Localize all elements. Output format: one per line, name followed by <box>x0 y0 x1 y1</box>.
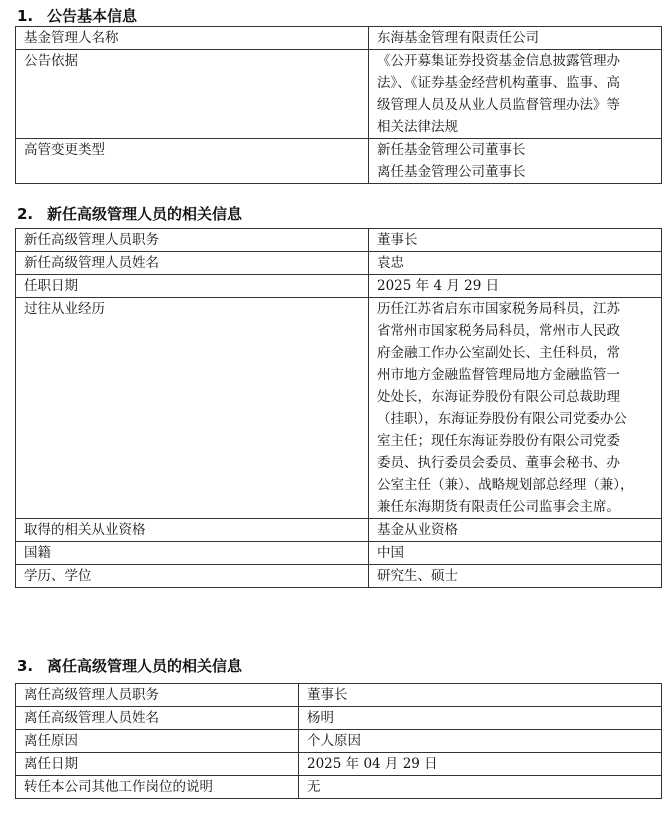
row-value <box>299 730 662 753</box>
value-line: 无 <box>307 779 321 795</box>
row-label: 基金管理人名称 <box>16 27 369 50</box>
row-value <box>369 229 662 252</box>
table-row <box>16 298 662 519</box>
row-value <box>299 776 662 799</box>
row-label: 过往从业经历 <box>16 298 369 519</box>
section-number: 2. <box>17 205 34 223</box>
row-label: 转任本公司其他工作岗位的说明 <box>16 776 299 799</box>
table-row <box>16 27 662 50</box>
value-line: （挂职），东海证券股份有限公司党委办公 <box>377 411 627 427</box>
section-number: 1. <box>17 7 34 25</box>
section-heading: 离任高级管理人员的相关信息 <box>47 657 243 675</box>
value-line: 东海基金管理有限责任公司 <box>377 30 539 46</box>
row-value <box>369 139 662 184</box>
value-line: 2025 年 04 月 29 日 <box>307 756 438 772</box>
value-line: 《公开募集证券投资基金信息披露管理办 <box>377 53 620 69</box>
value-line: 个人原因 <box>307 733 361 749</box>
value-line: 府金融工作办公室副处长、主任科员，常 <box>377 345 620 361</box>
row-label: 国籍 <box>16 542 369 565</box>
row-value <box>369 542 662 565</box>
table-row <box>16 776 662 799</box>
row-value <box>299 684 662 707</box>
value-line: 州市地方金融监督管理局地方金融监管一 <box>377 367 620 383</box>
table-row <box>16 753 662 776</box>
table-row <box>16 50 662 139</box>
section-3-title <box>17 655 242 676</box>
value-line: 杨明 <box>307 710 334 726</box>
row-label: 公告依据 <box>16 50 369 139</box>
row-label: 离任高级管理人员姓名 <box>16 707 299 730</box>
row-value <box>299 753 662 776</box>
table-row <box>16 229 662 252</box>
value-line: 董事长 <box>307 687 348 703</box>
value-line: 兼任东海期货有限责任公司监事会主席。 <box>377 499 620 515</box>
value-line: 离任基金管理公司董事长 <box>377 164 526 180</box>
row-label: 离任高级管理人员职务 <box>16 684 299 707</box>
value-line: 室主任；现任东海证券股份有限公司党委 <box>377 433 620 449</box>
section-1-title <box>17 5 137 26</box>
section-heading: 公告基本信息 <box>47 7 138 25</box>
row-label: 新任高级管理人员姓名 <box>16 252 369 275</box>
section-3-table <box>15 683 662 799</box>
row-label: 离任原因 <box>16 730 299 753</box>
value-line: 省常州市国家税务局科员，常州市人民政 <box>377 323 620 339</box>
value-line: 委员、执行委员会委员、董事会秘书、办 <box>377 455 620 471</box>
value-line: 研究生、硕士 <box>377 568 458 584</box>
row-value <box>369 275 662 298</box>
row-value <box>369 27 662 50</box>
table-row <box>16 252 662 275</box>
value-line: 基金从业资格 <box>377 522 458 538</box>
section-1-table <box>15 26 662 184</box>
value-line: 袁忠 <box>377 255 404 271</box>
table-row <box>16 565 662 588</box>
value-line: 新任基金管理公司董事长 <box>377 142 526 158</box>
row-label: 高管变更类型 <box>16 139 369 184</box>
row-value <box>299 707 662 730</box>
value-line: 2025 年 4 月 29 日 <box>377 278 500 294</box>
row-value <box>369 252 662 275</box>
table-row <box>16 139 662 184</box>
row-label: 离任日期 <box>16 753 299 776</box>
section-2-table <box>15 228 662 588</box>
table-row <box>16 519 662 542</box>
row-label: 新任高级管理人员职务 <box>16 229 369 252</box>
section-heading: 新任高级管理人员的相关信息 <box>47 205 243 223</box>
value-line: 处处长，东海证券股份有限公司总裁助理 <box>377 389 620 405</box>
section-number: 3. <box>17 657 34 675</box>
value-line: 公室主任（兼）、战略规划部总经理（兼）， <box>377 477 634 493</box>
value-line: 法》、《证券基金经营机构董事、监事、高 <box>377 75 620 91</box>
row-value <box>369 50 662 139</box>
row-label: 任职日期 <box>16 275 369 298</box>
table-row <box>16 707 662 730</box>
value-line: 历任江苏省启东市国家税务局科员，江苏 <box>377 301 620 317</box>
table-row <box>16 684 662 707</box>
table-row <box>16 275 662 298</box>
value-line: 相关法律法规 <box>377 119 458 135</box>
section-2-title <box>17 203 242 224</box>
table-row <box>16 542 662 565</box>
row-value <box>369 519 662 542</box>
value-line: 级管理人员及从业人员监督管理办法》等 <box>377 97 620 113</box>
row-label: 取得的相关从业资格 <box>16 519 369 542</box>
row-value <box>369 565 662 588</box>
row-value <box>369 298 662 519</box>
value-line: 中国 <box>377 545 404 561</box>
table-row <box>16 730 662 753</box>
value-line: 董事长 <box>377 232 418 248</box>
row-label: 学历、学位 <box>16 565 369 588</box>
